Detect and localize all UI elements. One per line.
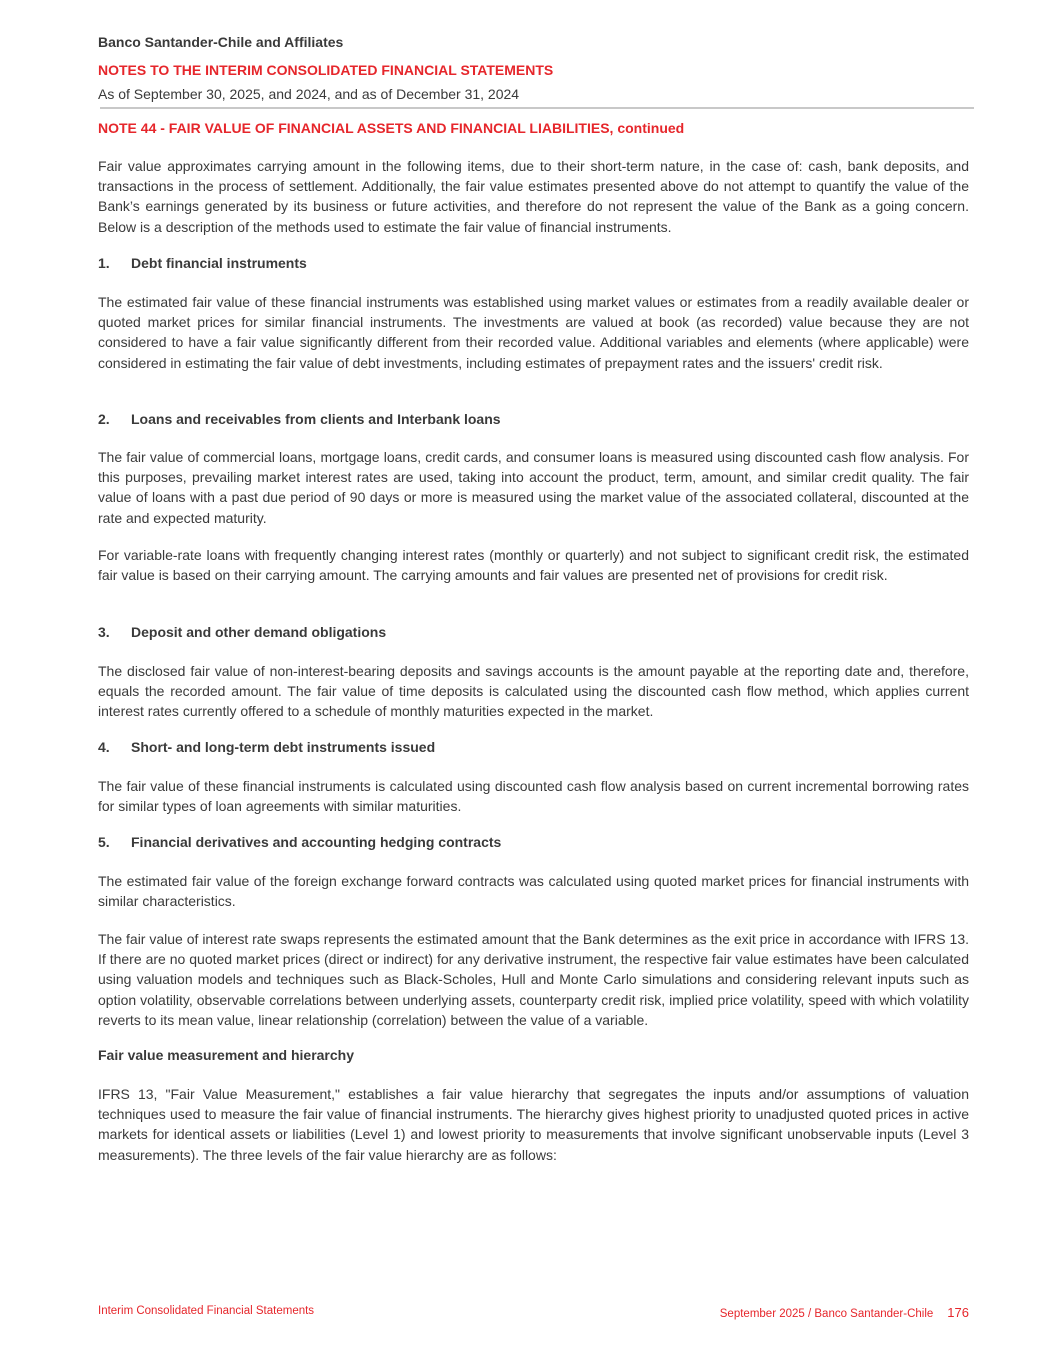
- footer-date-label: September 2025 / Banco Santander-Chile: [719, 1308, 934, 1320]
- section-paragraph: For variable-rate loans with frequently changing interest rates (monthly or quarterly) and not subject to significant credit risk, the estimated fair value is based on their carrying amount. The carrying amounts and fair values are presented net of provisions for credit risk.: [98, 547, 969, 584]
- section-heading-debt-issued: [98, 739, 435, 755]
- company-name: Banco Santander-Chile and Affiliates: [98, 34, 344, 50]
- section-heading-loans: [98, 411, 501, 427]
- section-paragraph: The fair value of interest rate swaps represents the estimated amount that the Bank determines as the exit price in accordance with IFRS 13. If there are no quoted market prices (direct or indirect) for any derivative instrument, the respective fair value estimates have been calculated using valuation models and techniques such as Black-Scholes, Hull and Monte Carlo simulations and considering relevant inputs such as option volatility, observable correlations between underlying assets, counterparty credit risk, implied price volatility, speed with which volatility reverts to its mean value, linear relationship (correlation) between the value of a variable.: [98, 931, 969, 1028]
- section-number: 2.: [98, 411, 110, 427]
- section-paragraph: The fair value of these financial instruments is calculated using discounted cash flow analysis based on current incremental borrowing rates for similar types of loan agreements with similar maturities.: [98, 778, 969, 815]
- section-paragraph: The disclosed fair value of non-interest-bearing deposits and savings accounts is the amount payable at the reporting date and, therefore, equals the recorded amount. The fair value of time deposits is calculated using the discounted cash flow method, which applies current interest rates currently offered to a schedule of monthly maturities expected in the market.: [98, 663, 969, 720]
- section-number: 4.: [98, 739, 110, 755]
- section-title: Deposit and other demand obligations: [131, 624, 387, 640]
- note-heading: NOTE 44 - FAIR VALUE OF FINANCIAL ASSETS AND FINANCIAL LIABILITIES, continued: [98, 120, 685, 136]
- section-paragraph: The fair value of commercial loans, mortgage loans, credit cards, and consumer loans is measured using discounted cash flow analysis. For this purposes, prevailing market interest rates are used, taking into account the product, term, amount, and similar credit quality. The fair value of loans with a past due period of 90 days or more is measured using the market value of the associated collateral, discounted at the rate and expected maturity.: [98, 449, 969, 526]
- section-paragraph: The estimated fair value of the foreign exchange forward contracts was calculated using quoted market prices for financial instruments with similar characteristics.: [98, 873, 969, 910]
- section-heading-debt-instruments: [98, 255, 307, 271]
- intro-paragraph: Fair value approximates carrying amount in the following items, due to their short-term nature, in the case of: cash, bank deposits, and transactions in the process of settlement. Additionally, the fair value estimates presented above do not attempt to quantify the value of the Bank’s earnings generated by its business or future activities, and therefore do not represent the value of the Bank as a going concern. Below is a description of the methods used to estimate the fair value of financial instruments.: [98, 158, 969, 235]
- section-title: Debt financial instruments: [131, 255, 307, 271]
- hierarchy-paragraph: IFRS 13, "Fair Value Measurement," establishes a fair value hierarchy that segregates the inputs and/or assumptions of valuation techniques used to measure the fair value of financial instruments. The hierarchy gives highest priority to unadjusted quoted prices in active markets for identical assets or liabilities (Level 1) and lowest priority to measurements that involve significant unobservable inputs (Level 3 measurements). The three levels of the fair value hierarchy are as follows:: [98, 1086, 969, 1163]
- section-heading-derivatives: [98, 834, 501, 850]
- section-paragraph: The estimated fair value of these financial instruments was established using market values or estimates from a readily available dealer or quoted market prices for similar financial instruments. The investments are valued at book (as recorded) value because they are not considered to have a fair value significantly different from their recorded value. Additional variables and elements (where applicable) were considered in estimating the fair value of debt investments, including estimates of prepayment rates and the issuers' credit risk.: [98, 294, 969, 371]
- footer-document-title: Interim Consolidated Financial Statements: [98, 1305, 315, 1317]
- notes-title: NOTES TO THE INTERIM CONSOLIDATED FINANCIAL STATEMENTS: [98, 62, 554, 78]
- section-title: Loans and receivables from clients and Interbank loans: [131, 411, 501, 427]
- hierarchy-heading: Fair value measurement and hierarchy: [98, 1047, 354, 1063]
- page-number: 176: [947, 1305, 969, 1320]
- section-number: 3.: [98, 624, 110, 640]
- section-number: 5.: [98, 834, 110, 850]
- section-title: Financial derivatives and accounting hedging contracts: [131, 834, 502, 850]
- section-heading-deposits: [98, 624, 386, 640]
- section-title: Short- and long-term debt instruments issued: [131, 739, 436, 755]
- footer-date-source: [720, 1305, 969, 1320]
- section-number: 1.: [98, 255, 110, 271]
- header-divider: [100, 107, 974, 109]
- as-of-date: As of September 30, 2025, and 2024, and as of December 31, 2024: [98, 86, 520, 102]
